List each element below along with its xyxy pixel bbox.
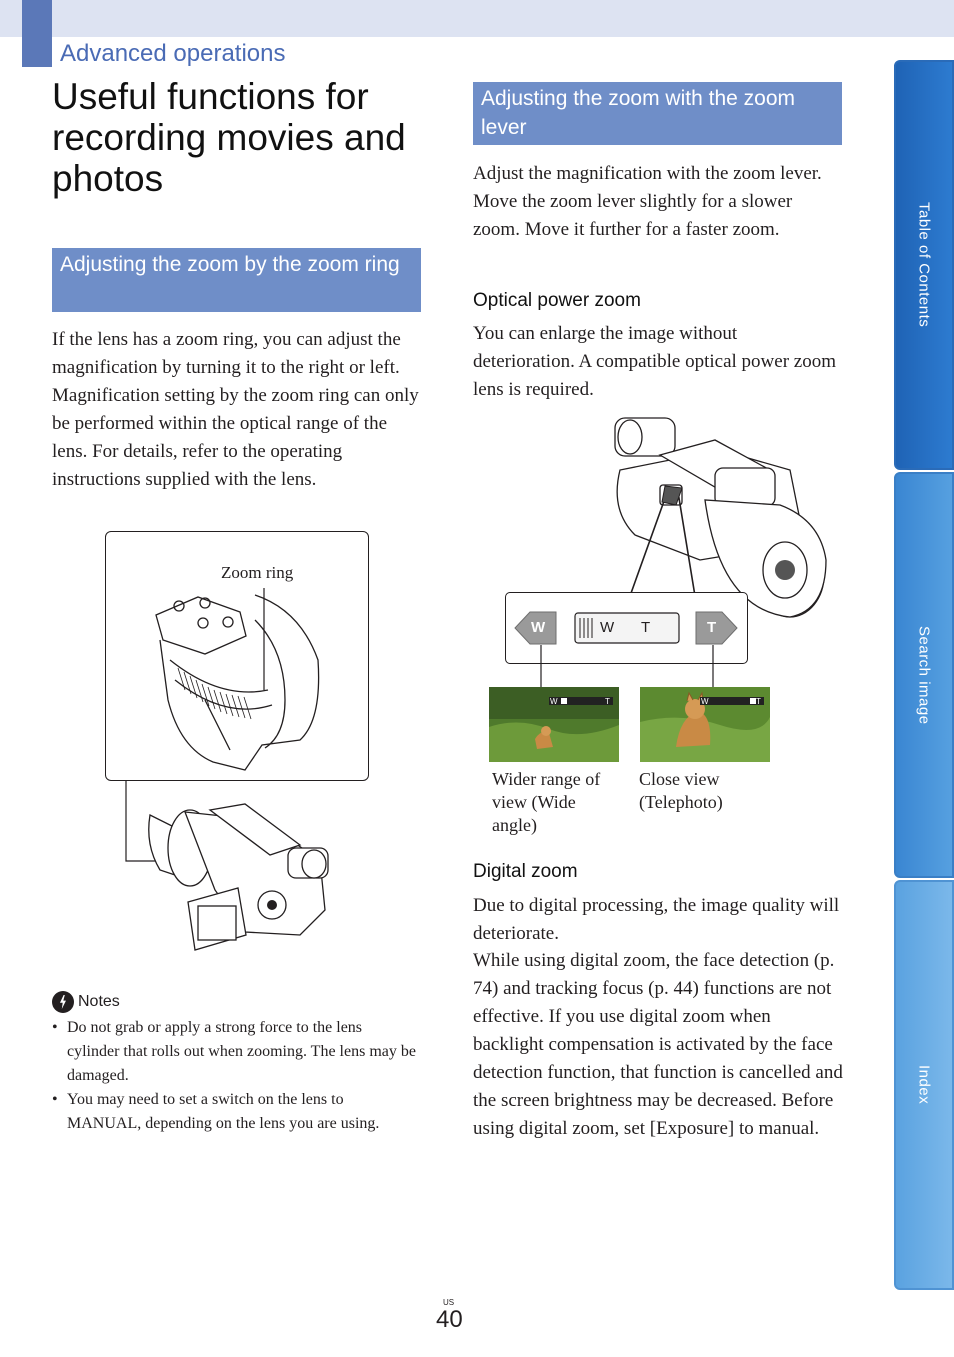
zoom-lever-paragraph: Adjust the magnification with the zoom lever. Move the zoom lever slightly for a slower zoom. Move it further for a faster zoom. xyxy=(473,163,822,240)
optical-zoom-title: Optical power zoom xyxy=(473,290,641,311)
digital-zoom-title: Digital zoom xyxy=(473,861,578,882)
notes-title: Notes xyxy=(78,993,120,1010)
tab-index[interactable] xyxy=(894,880,954,1290)
tele-caption: Close view (Telephoto) xyxy=(639,769,723,812)
digital-zoom-text-2: While using digital zoom, the face detection (p. 74) and tracking focus (p. 44) functions are not effective. If you use digital zoom when backlight compensation is activated by the face detection function, that function is cancelled and the screen brightness may be decreased. Before using digital zoom, set [Exposure] to manual. xyxy=(473,950,843,1139)
optical-zoom-text: You can enlarge the image without deterioration. A compatible optical power zoom lens is required. xyxy=(473,323,837,400)
svg-text:T: T xyxy=(605,697,610,706)
lever-t-label: T xyxy=(641,619,651,636)
zoom-t-label: T xyxy=(707,619,717,636)
wide-caption: Wider range of view (Wide angle) xyxy=(492,769,601,835)
svg-text:W: W xyxy=(550,697,558,706)
note-item: • You may need to set a switch on the lens to MANUAL, depending on the lens you are using. xyxy=(52,1088,417,1136)
wide-angle-photo xyxy=(489,687,619,762)
tab-search-label: Search image xyxy=(915,625,933,725)
svg-text:W: W xyxy=(701,697,709,706)
digital-zoom-text-1: Due to digital processing, the image quality will deteriorate. xyxy=(473,895,840,944)
page-region: US xyxy=(443,1298,455,1307)
svg-text:T: T xyxy=(756,697,761,706)
page-number: 40 xyxy=(436,1306,463,1333)
tab-toc-label: Table of Contents xyxy=(915,202,933,328)
section-label: Advanced operations xyxy=(60,40,286,67)
tab-search-image[interactable] xyxy=(894,472,954,878)
zoom-ring-paragraph: If the lens has a zoom ring, you can adjust the magnification by turning it to the right or left. Magnification setting by the zoom ring can only be performed within the optical range of the lens. For details, refer to the operating instructions supplied with the lens. xyxy=(52,329,419,490)
zoom-ring-label: Zoom ring xyxy=(221,563,294,582)
tab-table-of-contents[interactable] xyxy=(894,60,954,470)
zoom-ring-heading: Adjusting the zoom by the zoom ring xyxy=(52,248,421,312)
tab-index-label: Index xyxy=(915,1065,933,1105)
side-navigation xyxy=(894,60,954,1290)
zoom-w-label: W xyxy=(531,619,546,636)
lever-w-label: W xyxy=(600,619,615,636)
zoom-lever-heading: Adjusting the zoom with the zoom lever xyxy=(473,82,842,145)
page-title: Useful functions for recording movies and photos xyxy=(52,76,406,199)
note-item: • Do not grab or apply a strong force to the lens cylinder that rolls out when zooming. The lens may be damaged. xyxy=(52,1016,417,1088)
telephoto-photo xyxy=(640,687,770,762)
